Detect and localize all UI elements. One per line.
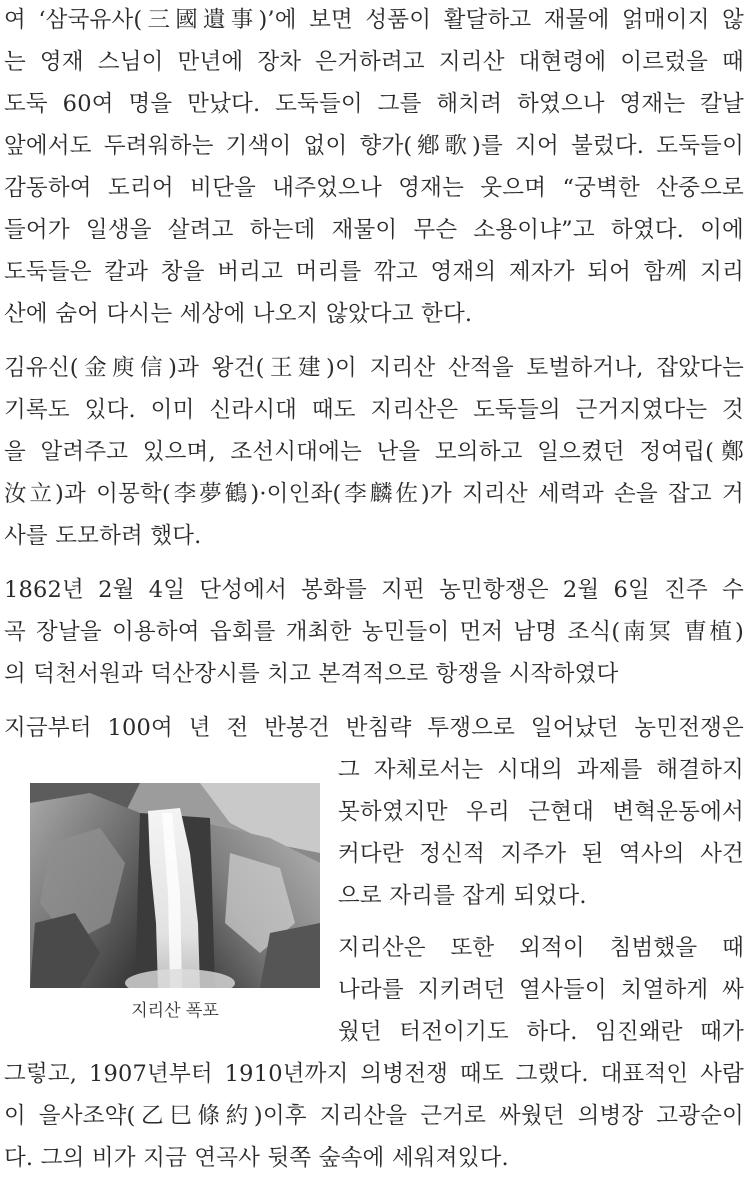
text-line: 도둑들은 칼과 창을 버리고 머리를 깎고 영재의 제자가 되어 함께 지리: [4, 259, 744, 285]
text-line: 감동하여 도리어 비단을 내주었으나 영재는 웃으며 “궁벽한 산중으로: [4, 175, 744, 201]
text-line: 지리산은 또한 외적이 침범했을 때: [338, 935, 744, 961]
text-line: 웠던 터전이기도 하다. 임진왜란 때가: [338, 1019, 744, 1045]
text-line: 앞에서도 두려워하는 기색이 없이 향가(鄕歌)를 지어 불렀다. 도둑들이: [4, 133, 744, 159]
text-line: 지금부터 100여 년 전 반봉건 반침략 투쟁으로 일어났던 농민전쟁은: [4, 715, 744, 741]
text-line: 여 ‘삼국유사(三國遺事)’에 보면 성품이 활달하고 재물에 얽매이지 않: [4, 7, 744, 33]
text-line: 사를 도모하려 했다.: [4, 523, 202, 549]
text-line: 김유신(金庾信)과 왕건(王建)이 지리산 산적을 토벌하거나, 잡았다는: [4, 355, 744, 381]
text-line: 들어가 일생을 살려고 하는데 재물이 무슨 소용이냐”고 하였다. 이에: [4, 217, 744, 243]
waterfall-illustration: [30, 783, 320, 988]
waterfall-photo: [30, 783, 320, 988]
text-line: 곡 장날을 이용하여 읍회를 개최한 농민들이 먼저 남명 조식(南冥 曺植): [4, 619, 744, 645]
text-line: 을 알려주고 있으며, 조선시대에는 난을 모의하고 일으켰던 정여립(鄭: [4, 439, 744, 465]
text-line: 다. 그의 비가 지금 연곡사 뒷쪽 숲속에 세워져있다.: [4, 1145, 509, 1171]
text-line: 도둑 60여 명을 만났다. 도둑들이 그를 해치려 하였으나 영재는 칼날: [4, 91, 744, 117]
text-line: 나라를 지키려던 열사들이 치열하게 싸: [338, 977, 744, 1003]
text-line: 의 덕천서원과 덕산장시를 치고 본격적으로 항쟁을 시작하였다: [4, 661, 619, 687]
photo-caption: 지리산 폭포: [131, 1001, 219, 1021]
text-line: 1862년 2월 4일 단성에서 봉화를 지핀 농민항쟁은 2월 6일 진주 수: [4, 577, 744, 603]
text-line: 는 영재 스님이 만년에 장차 은거하려고 지리산 대현령에 이르렀을 때: [4, 49, 744, 75]
text-line: 기록도 있다. 이미 신라시대 때도 지리산은 도둑들의 근거지였다는 것: [4, 397, 744, 423]
text-line: 그렇고, 1907년부터 1910년까지 의병전쟁 때도 그랬다. 대표적인 사람: [4, 1061, 744, 1087]
text-line: 그 자체로서는 시대의 과제를 해결하지: [338, 757, 744, 783]
text-line: 산에 숨어 다시는 세상에 나오지 않았다고 한다.: [4, 301, 473, 327]
text-line: 커다란 정신적 지주가 된 역사의 사건: [338, 841, 744, 867]
text-line: 汝立)과 이몽학(李夢鶴)·이인좌(李麟佐)가 지리산 세력과 손을 잡고 거: [4, 481, 744, 507]
text-line: 으로 자리를 잡게 되었다.: [338, 883, 587, 909]
text-line: 못하였지만 우리 근현대 변혁운동에서: [338, 799, 744, 825]
text-line: 이 을사조약(乙巳條約)이후 지리산을 근거로 싸웠던 의병장 고광순이: [4, 1103, 744, 1129]
